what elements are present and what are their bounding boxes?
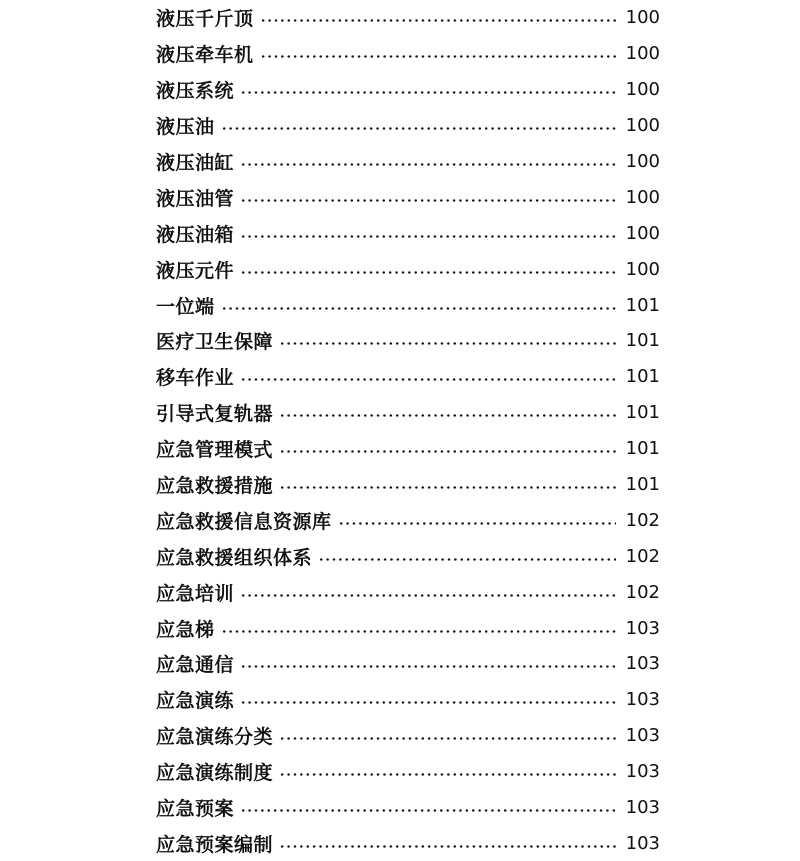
index-term: 应急通信: [156, 654, 235, 677]
index-entry: [156, 251, 660, 287]
index-entry: [156, 359, 660, 395]
index-entry: [156, 215, 660, 251]
dot-leader: [240, 199, 616, 202]
index-entry: [156, 323, 660, 359]
dot-leader: [240, 665, 616, 668]
index-term: 液压牵车机: [156, 44, 254, 67]
page-number: 103: [625, 689, 660, 711]
dot-leader: [240, 91, 616, 94]
index-term: 应急救援组织体系: [156, 546, 313, 569]
dot-leader: [279, 450, 616, 453]
index-term: 应急救援信息资源库: [156, 510, 332, 533]
index-entry: [156, 0, 660, 36]
page-number: 100: [625, 151, 660, 172]
index-entry: [156, 36, 660, 72]
index-entry: [156, 682, 660, 718]
index-entry: [156, 574, 660, 610]
index-entry: [156, 825, 660, 861]
dot-leader: [338, 522, 616, 525]
index-entry: [156, 108, 660, 144]
page-number: 103: [625, 832, 660, 854]
page-number: 101: [625, 402, 660, 424]
index-entry: [156, 431, 660, 467]
index-term: 液压油管: [156, 187, 235, 210]
index-term: 液压千斤顶: [156, 8, 254, 31]
index-entry: [156, 287, 660, 323]
index-term: 移车作业: [156, 367, 235, 390]
dot-leader: [240, 235, 616, 238]
index-entry: [156, 790, 660, 826]
dot-leader: [221, 127, 616, 130]
index-entry: [156, 610, 660, 646]
dot-leader: [279, 486, 616, 489]
index-term: 应急预案: [156, 798, 235, 821]
index-entry: [156, 144, 660, 180]
index-term: 一位端: [156, 295, 215, 318]
dot-leader: [240, 809, 616, 812]
page-number: 103: [625, 761, 660, 783]
dot-leader: [279, 414, 616, 417]
index-term: 应急演练分类: [156, 726, 274, 749]
page-number: 100: [625, 7, 660, 29]
page-number: 101: [625, 438, 660, 460]
page-number: 103: [625, 617, 660, 639]
index-entry: [156, 72, 660, 108]
page-number: 102: [625, 545, 660, 567]
index-entry: [156, 467, 660, 503]
page-number: 101: [625, 474, 660, 496]
page-number: 100: [625, 43, 660, 65]
index-term: 应急预案编制: [156, 833, 274, 856]
dot-leader: [240, 163, 616, 166]
index-list: [156, 0, 660, 861]
dot-leader: [279, 737, 616, 740]
index-term: 液压元件: [156, 259, 235, 282]
dot-leader: [279, 773, 616, 776]
index-term: 应急演练制度: [156, 762, 274, 785]
index-term: 液压系统: [156, 80, 235, 103]
dot-leader: [240, 701, 616, 704]
page-number: 100: [625, 79, 660, 101]
dot-leader: [279, 845, 616, 848]
dot-leader: [240, 378, 616, 381]
index-entry: [156, 538, 660, 574]
page-number: 100: [625, 115, 660, 137]
page-number: 101: [625, 294, 660, 316]
page-number: 100: [625, 222, 660, 244]
dot-leader: [260, 19, 616, 22]
page-number: 100: [625, 258, 660, 280]
index-term: 应急救援措施: [156, 475, 274, 498]
index-term: 应急管理模式: [156, 439, 274, 462]
index-term: 应急梯: [156, 618, 215, 641]
page-number: 101: [625, 330, 660, 352]
page-number: 103: [625, 653, 660, 675]
page-number: 103: [625, 725, 660, 747]
dot-leader: [240, 271, 616, 274]
page-number: 100: [625, 186, 660, 208]
index-entry: [156, 502, 660, 538]
page-number: 102: [625, 509, 660, 531]
dot-leader: [318, 558, 616, 561]
index-term: 医疗卫生保障: [156, 331, 274, 354]
index-entry: [156, 646, 660, 682]
index-entry: [156, 395, 660, 431]
index-term: 液压油缸: [156, 152, 235, 174]
index-entry: [156, 718, 660, 754]
index-entry: [156, 754, 660, 790]
index-term: 液压油箱: [156, 223, 235, 246]
index-term: 液压油: [156, 116, 215, 139]
page-number: 103: [625, 797, 660, 819]
index-entry: [156, 179, 660, 215]
dot-leader: [240, 594, 616, 597]
page-number: 101: [625, 366, 660, 388]
index-term: 引导式复轨器: [156, 403, 274, 426]
dot-leader: [279, 342, 616, 345]
dot-leader: [260, 55, 616, 58]
index-term: 应急培训: [156, 582, 235, 605]
page-number: 102: [625, 581, 660, 603]
dot-leader: [221, 307, 616, 310]
dot-leader: [221, 630, 616, 633]
index-term: 应急演练: [156, 690, 235, 713]
